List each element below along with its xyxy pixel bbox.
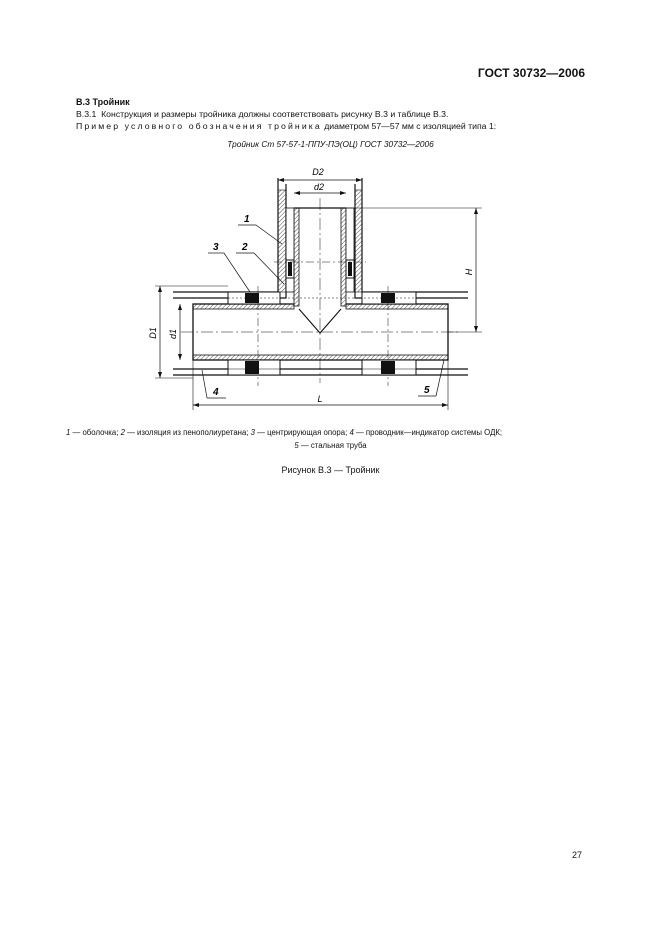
paragraph-text: Конструкция и размеры тройника должны соответствовать рисунку В.3 и таблице В.3. [101, 109, 449, 119]
legend-text-3: — центрирующая опора; [254, 428, 350, 437]
legend-num-2: 2 [120, 428, 125, 437]
section-title: В.3 Тройник [76, 97, 130, 107]
callout-4: 4 [213, 387, 219, 398]
dim-label-D2: D2 [312, 167, 324, 177]
legend-text-4: — проводник—индикатор системы ОДК; [353, 428, 503, 437]
legend-text-2: — изоляция из пенополиуретана; [124, 428, 251, 437]
legend-text-5: — стальная труба [298, 441, 367, 450]
page-number: 27 [572, 850, 583, 860]
legend-num-5: 5 [294, 441, 299, 450]
example-rest-text: диаметром 57—57 мм с изоляцией типа 1: [321, 121, 497, 131]
dim-label-D1: D1 [148, 327, 158, 339]
standard-header: ГОСТ 30732—2006 [477, 66, 585, 80]
legend-num-4: 4 [349, 428, 354, 437]
callout-2: 2 [242, 242, 248, 253]
dim-label-L: L [317, 394, 323, 404]
figure-legend-line2 [0, 441, 661, 450]
legend-num-1: 1 [66, 428, 71, 437]
callout-1: 1 [244, 214, 250, 225]
figure-legend [66, 428, 502, 437]
callout-5: 5 [424, 385, 430, 396]
legend-num-3: 3 [250, 428, 255, 437]
dim-label-d1: d1 [168, 328, 178, 340]
dim-label-H: H [464, 268, 474, 276]
legend-text-1: — оболочка; [70, 428, 121, 437]
designation-example: Тройник Ст 57-57-1-ППУ-ПЭ(ОЦ) ГОСТ 30732—2006 [227, 139, 434, 149]
dim-label-d2: d2 [313, 182, 325, 192]
figure-caption: Рисунок В.3 — Тройник [281, 465, 380, 475]
paragraph-number: В.3.1 [76, 109, 97, 119]
example-spaced-text: Пример условного обозначения тройника [76, 121, 322, 131]
callout-3: 3 [213, 242, 219, 253]
